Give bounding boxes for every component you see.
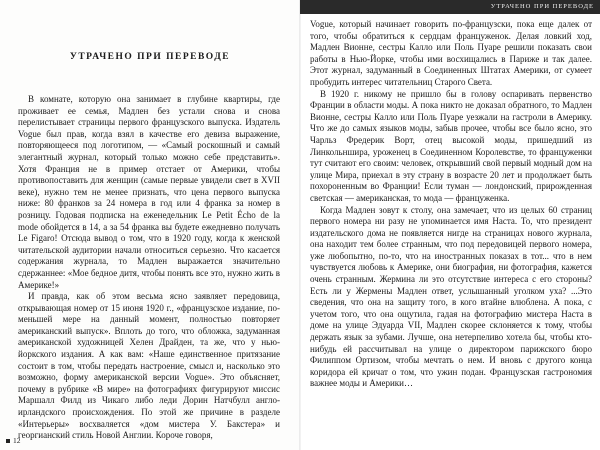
- right-paragraph-3: Когда Мадлен зовут к столу, она замечает, что из целых 60 страниц первого номера ни разу не упоминается имя Наста. То, что президент издательского дома не появляется нигде на страницах нового журнала, она находит тем более странным, что под передовицей первого номера, уже любопытно, по-то, что на иностранных показах в тот... что в нем чувствуется любовь к Америке, они биография, ни фотография, кажется очень странным. Жермина ли это отсутствие интереса с его стороны? Есть ли у Жермены Мадлен ответ, услышанный уголком уха? ...Это сведения, что она на защиту того, в кого втайне влюблена. А пока, с учетом того, что она ощутила, гадая на фотографию мистера Наста в доме на улице Эдуарда VII, Мадлен скорее склоняется к тому, чтобы держать язык за зубами. Лучше, она нетерпеливо хотела бы, чтобы кто-нибудь ей рассчитывал на улице о директором парижского бюро Филиппом Ортизом, чтобы мечтать о нем. И вновь с другого конца коридора ей кричат о том, что ужин подан. Французская гастрономия важнее моды и Америки…: [310, 204, 592, 389]
- left-paragraph-2: И правда, как об этом весьма ясно заявляет передовица, открывающая номер от 15 июня 1920 г., «французское издание, по-меньшей мере на данный момент, полностью повторяет американский выпуск». Вплоть до того, что обложка, задуманная американской художницей Хелен Драйден, та же, что у нью-йоркского издания. А как вам: «Наше единственное притязание состоит в том, чтобы передать настроение, смысл и, насколько это возможно, форму американской версии Vogue». Это объясняет, почему в рубрике «В мире» на фотографиях фигурируют миссис Маршалл Филд из Чикаго либо леди Дорин Натчбулл англо-ирландского происхождения. По этой же причине в разделе «Интерьеры» восхваляется «дом мистера У. Бакстера» и георгианский стиль Новой Англии. Короче говоря,: [18, 291, 280, 441]
- left-paragraph-1: В комнате, которую она занимает в глубине квартиры, где проживает ее семья, Мадлен без устали снова и снова перелистывает страницы первого французского выпуска. Издатель Vogue был прав, когда взял в качестве его девиза выражение, повторяющееся под логотипом, — «Самый роскошный и самый элегантный журнал, который только можно себе представить». Хотя Франция не в пример отстает от Америки, чтобы противопоставить для женщин (самые первые увидели свет в XVII веке), нужно тем не менее признать, что цена первого выпуска ниже: 80 франков за 24 номера в год или 4 франка за номер в розницу. Годовая подписка на еженедельник Le Petit Écho de la mode обойдется в 14, а за 54 франка вы будете ежедневно получать Le Figaro! Отсюда вывод о том, что в 1920 году, когда к женской читательской аудитории начали относиться серьезно. Что касается содержания журнала, то Мадлен выражается значительно сдержаннее: «Мое бедное дитя, чтобы понять все это, нужно жить в Америке!»: [18, 94, 280, 290]
- chapter-title: УТРАЧЕНО ПРИ ПЕРЕВОДЕ: [69, 52, 231, 62]
- page-number-text: 12: [13, 436, 21, 445]
- right-body-text: [310, 19, 592, 423]
- right-paragraph-2: В 1920 г. никому не пришло бы в голову оспаривать первенство Франции в области моды. А пока никто не доказал обратного, то Мадлен Вионне, сестры Калло или Поль Пуаре уезжали на гастроли в Америку. Что же до самых языков моды, забыв прочее, чтобы все было ясно, это Чарльз Фредерик Ворт, отец высокой моды, пришедший из Линкольншира, уроженец в Соединенном Королевстве, то француженки тут считают его своим: человек, открывший свой первый модный дом на улице Мира, приехал в эту страну в возрасте 20 лет и продолжает быть похороненным во Франции! Если туман — лондонский, прирожденная светская — американская, то мода — француженка.: [310, 88, 592, 203]
- page-number: [6, 436, 21, 445]
- book-gutter: [299, 0, 301, 450]
- running-header: УТРАЧЕНО ПРИ ПЕРЕВОДЕ: [300, 0, 600, 14]
- folio-bullet-icon: [6, 439, 10, 443]
- right-paragraph-1: Vogue, который начинает говорить по-французски, пока еще далек от того, чтобы обратиться к сердцам француженок. Делая ловкий ход, Мадлен Вионне, сестры Калло или Поль Пуаре решили показать свои работы в Нью-Йорке, чтобы ими восхищались в Париже и так далее. Этот журнал, задуманный в Соединенных Штатах Америки, от сумеет пробудить интерес читательниц Старого Света.: [310, 19, 592, 87]
- left-body-text: [18, 94, 280, 441]
